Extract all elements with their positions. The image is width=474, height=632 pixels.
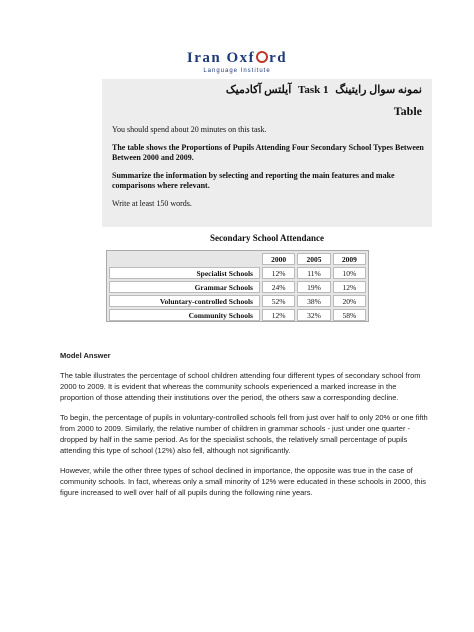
task-header-label: Task 1 [298, 84, 329, 96]
data-table-frame [106, 250, 369, 322]
table-cell: 52% [262, 295, 295, 307]
logo-subtitle: Language Institute [203, 68, 271, 74]
table-cell: 12% [262, 267, 295, 279]
table-row [109, 281, 366, 293]
table-row [109, 267, 366, 279]
table-row [109, 309, 366, 321]
task-prompt: The table shows the Proportions of Pupils Attending Four Secondary School Types Between Between 2000 and 2009. [112, 143, 424, 162]
row-label: Voluntary-controlled Schools [109, 295, 260, 307]
task-instruction: Summarize the information by selecting and reporting the main features and make comparisons where relevant. [112, 171, 395, 190]
task-instructions [112, 125, 424, 217]
table-column-header: 2009 [333, 253, 366, 265]
row-label: Specialist Schools [109, 267, 260, 279]
logo-wordmark-left: Iran Oxf [186, 50, 256, 66]
table-cell: 11% [297, 267, 330, 279]
table-title: Secondary School Attendance [209, 233, 324, 243]
table-cell: 58% [333, 309, 366, 321]
row-label: Grammar Schools [109, 281, 260, 293]
task-type: Table [393, 104, 422, 118]
table-cell: 12% [262, 309, 295, 321]
table-row [109, 295, 366, 307]
table-cell: 20% [333, 295, 366, 307]
table-column-header: 2005 [297, 253, 330, 265]
logo-wordmark [0, 50, 474, 67]
model-answer-paragraph: To begin, the percentage of pupils in voluntary-controlled schools fell from just over half to only 20% or one fifth from 2000 to 2009. Similarly, the relative number of children in grammar schools - just under one quarter - dropped by half in the same period. As for the specialist schools, the relatively small percentage of pupils attending this type of school (12%) also fell, although not significantly. [60, 413, 428, 455]
table-cell: 32% [297, 309, 330, 321]
model-answer-paragraph: The table illustrates the percentage of school children attending four different types of secondary school from 2000 to 2009. It is evident that whereas the community schools experienced a marked increase in the proportion of those attending their institutions over the period, the others saw a corresponding decline. [60, 371, 421, 402]
model-answer [60, 350, 430, 507]
data-table [107, 251, 368, 323]
row-label: Community Schools [109, 309, 260, 321]
table-cell: 10% [333, 267, 366, 279]
table-cell: 38% [297, 295, 330, 307]
word-count-instruction: Write at least 150 words. [112, 199, 192, 208]
logo-wordmark-right: rd [269, 50, 288, 66]
task-header-persian-suffix: آیلتس آکادمیک [225, 84, 292, 96]
table-corner-cell [109, 253, 260, 265]
model-answer-heading: Model Answer [60, 351, 111, 360]
task-header-persian-prefix: نمونه سوال رایتینگ [335, 84, 422, 96]
globe-icon [256, 51, 268, 63]
time-instruction: You should spend about 20 minutes on this task. [112, 125, 267, 134]
iran-oxford-logo [0, 50, 474, 74]
task-box [102, 79, 432, 227]
task-header [226, 83, 422, 96]
table-cell: 19% [297, 281, 330, 293]
table-column-header: 2000 [262, 253, 295, 265]
table-cell: 24% [262, 281, 295, 293]
table-cell: 12% [333, 281, 366, 293]
model-answer-paragraph: However, while the other three types of school declined in importance, the opposite was true in the case of community schools. In fact, whereas only a small minority of 12% were educated in these schools in 2000, this figure increased to well over half of all pupils during the following nine years. [60, 466, 427, 497]
table-header-row [109, 253, 366, 265]
